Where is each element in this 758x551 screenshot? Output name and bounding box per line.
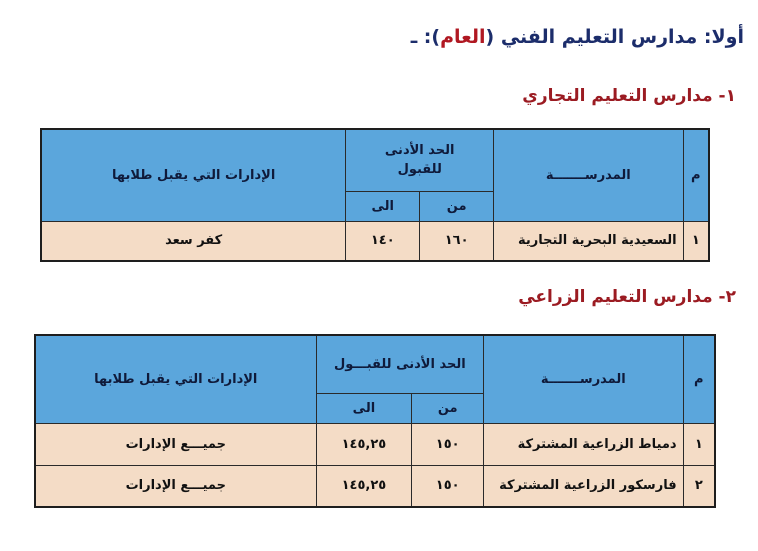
page-title [411,26,744,48]
header-admins: الإدارات التي يقبل طلابها [41,129,346,221]
header-num: م [683,335,715,423]
commercial-schools-table [40,128,710,262]
header-min-admission: الحد الأدنى للقبـــول [316,335,484,393]
row-from: ١٦٠ [420,221,494,261]
row-to: ١٤٠ [346,221,420,261]
header-num: م [683,129,709,221]
agricultural-schools-table [34,334,716,508]
row-to: ١٤٥,٢٥ [316,465,412,507]
section1-heading: ١- مدارس التعليم التجاري [522,86,736,106]
header-to: الى [316,393,412,423]
table-row [35,423,715,465]
table-row [35,465,715,507]
row-school: السعيدية البحرية التجارية [494,221,683,261]
header-from: من [420,191,494,221]
page-title-prefix: أولا: مدارس التعليم الفني ( [485,26,744,48]
header-from: من [412,393,484,423]
row-from: ١٥٠ [412,423,484,465]
row-admins: جميـــع الإدارات [35,423,316,465]
header-min-admission: الحد الأدنى للقبول [346,129,494,191]
header-admins: الإدارات التي يقبل طلابها [35,335,316,423]
row-from: ١٥٠ [412,465,484,507]
page-title-suffix: ): ـ [410,26,441,48]
header-to: الى [346,191,420,221]
row-admins: كفر سعد [41,221,346,261]
row-school: فارسكور الزراعية المشتركة [484,465,684,507]
row-num: ١ [683,221,709,261]
row-admins: جميـــع الإدارات [35,465,316,507]
header-school: المدرســـــــة [484,335,684,423]
row-num: ٢ [683,465,715,507]
row-num: ١ [683,423,715,465]
header-school: المدرســـــــة [494,129,683,221]
row-to: ١٤٥,٢٥ [316,423,412,465]
page-title-highlight: العام [440,26,486,48]
row-school: دمياط الزراعية المشتركة [484,423,684,465]
section2-heading: ٢- مدارس التعليم الزراعي [518,287,736,307]
table-row [41,221,709,261]
